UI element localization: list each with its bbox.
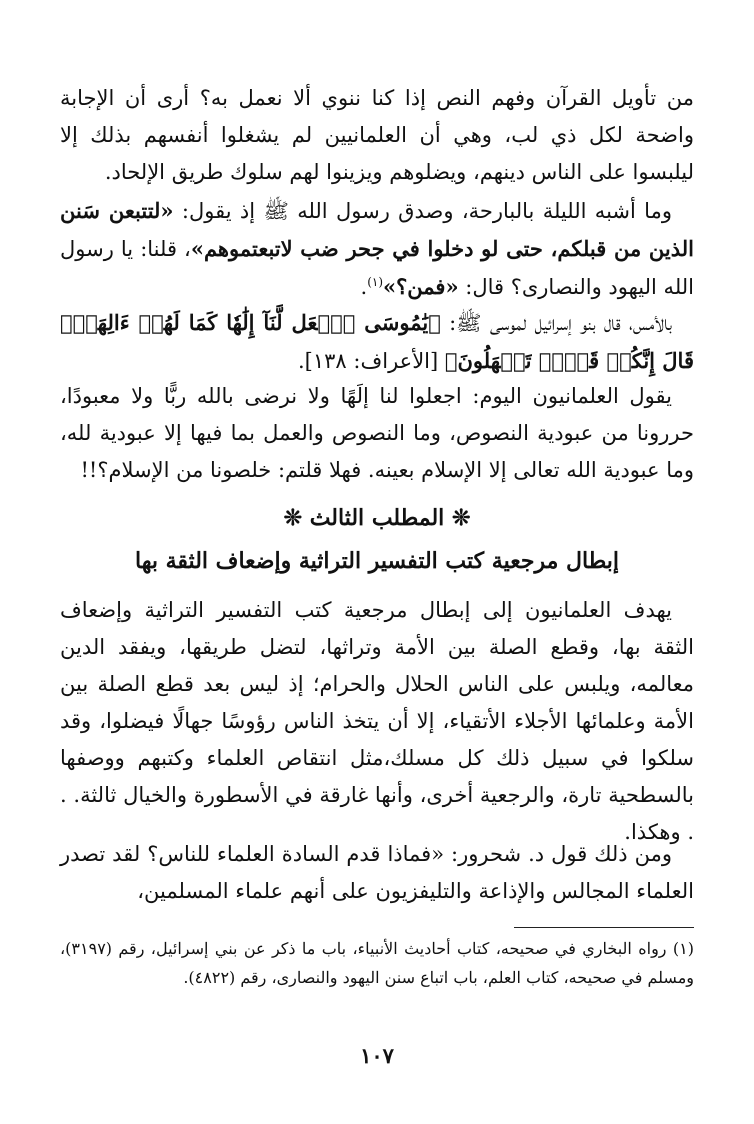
shahrour-quote: «فماذا قدم السادة العلماء للناس؟ لقد تصدر العلماء المجالس والإذاعة والتليفزيون على أنهم علماء المسلمين، [60, 842, 694, 903]
paragraph-aim: يهدف العلمانيون إلى إبطال مرجعية كتب التفسير التراثية وإضعاف الثقة بها، وقطع الصلة بين الأمة وتراثها، لتضل طريقها، ويفقد الدين معالمه، ويلبس على الناس الحلال والحرام؛ إذ ليس بعد قطع الصلة بين الأمة وعلمائها الأجلاء الأتقياء، إلا أن يتخذ الناس رؤوسًا جهالًا فيضلوا، وقد سلكوا في سبيل ذلك كل مسلك،مثل انتقاص العلماء وكتبهم ووصفها بالسطحية تارة، والرجعية أخرى، وأنها غارقة في الأسطورة والخيال ثالثة. . . وهكذا. [60, 598, 694, 844]
hadith-middle: ، قلنا: يا رسول الله اليهود والنصارى؟ قال: [60, 237, 694, 299]
quran-paragraph [60, 304, 694, 380]
footnote: (١) رواه البخاري في صحيحه، كتاب أحاديث الأنبياء، باب ما ذكر عن بني إسرائيل، رقم (٣١٩٧)، ومسلم في صحيحه، كتاب العلم، باب اتباع سنن اليهود والنصارى، رقم (٤٨٢٢). [60, 939, 694, 987]
hadith-quote: «لتتبعن سَنن الذين من قبلكم، حتى لو دخلوا في جحر ضب لاتبعتموهم» [60, 198, 694, 261]
paragraph-secularists: يقول العلمانيون اليوم: اجعلوا لنا إلَهًا ولا نرضى بالله ربًّا ولا معبودًا، حررونا من عبودية النصوص، وما النصوص والعمل بما فيها إلا عبودية لله، وما عبودية الله تعالى إلا الإسلام بعينه. فهلا قلتم: خلصونا من الإسلام؟!! [60, 384, 694, 482]
footnote-marker: (١) [367, 275, 384, 289]
hadith-answer: «فمن؟» [383, 274, 459, 299]
quran-reference: [الأعراف: ١٣٨]. [298, 349, 439, 373]
quran-intro: بالأمس، قال بنو إسرائيل لموسى ﷺ: [449, 311, 672, 335]
page-number: ١٠٧ [360, 1043, 394, 1068]
shahrour-intro: ومن ذلك قول د. شحرور: [451, 842, 672, 866]
paragraph-1: من تأويل القرآن وفهم النص إذا كنا ننوي ألا نعمل به؟ أرى أن الإجابة واضحة لكل ذي لب، وهي أن العلمانيين لم يشغلوا أنفسهم بذلك إلا ليلبسوا على الناس دينهم، ويضلوهم ويزينوا لهم سلوك طريق الإلحاد. [60, 86, 694, 184]
hadith-paragraph [60, 192, 694, 306]
hadith-end: . [360, 275, 368, 299]
section-title: ❊ المطلب الثالث ❊ [283, 505, 471, 531]
section-subtitle: إبطال مرجعية كتب التفسير التراثية وإضعاف الثقة بها [135, 548, 619, 574]
hadith-intro: وما أشبه الليلة بالبارحة، وصدق رسول الله ﷺ إذ يقول: [181, 199, 672, 223]
quran-verse: ﴿يَٰمُوسَى ٱجۡعَل لَّنَآ إِلَٰهٗا كَمَا لَهُمۡ ءَالِهَةٞۚ قَالَ إِنَّكُمۡ قَوۡمٞ تَجۡهَلُونَ﴾ [60, 310, 694, 373]
shahrour-paragraph [60, 836, 694, 910]
footnote-divider [514, 927, 694, 928]
